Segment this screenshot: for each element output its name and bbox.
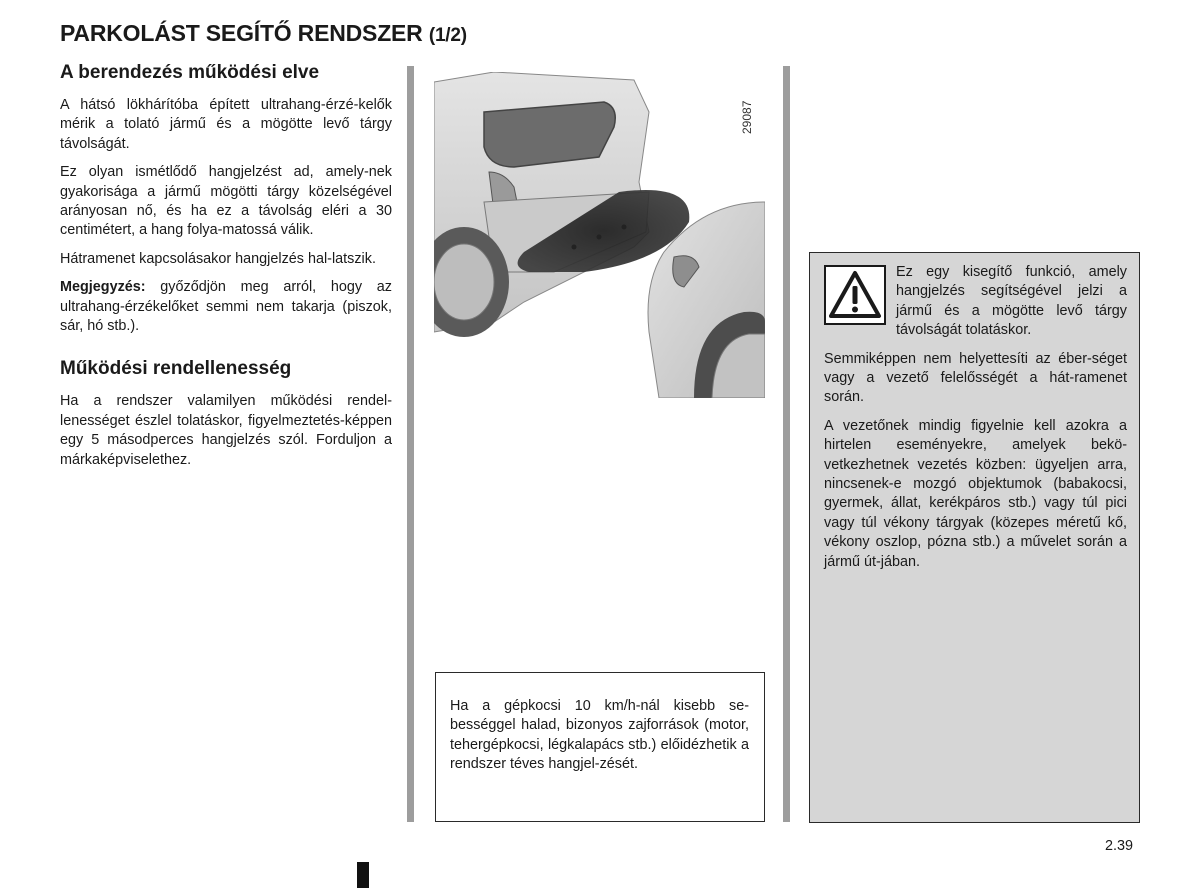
paragraph-reverse: Hátramenet kapcsolásakor hangjelzés hal-latszik. [60,250,376,267]
section-heading-operation: A berendezés működési elve [60,62,320,83]
warning-intro: Ez egy kisegítő funkció, amely hangjelzés segítségével jelzi a jármű és a mögötte levő tárgy távolságát tolatáskor. [896,264,1127,339]
warning-triangle-icon [824,265,886,325]
page-number: 2.39 [1105,838,1134,854]
parking-sensor-car-illustration [434,72,765,398]
page-title-suffix: (1/2) [428,25,467,46]
note-label: Megjegyzés: [60,279,146,296]
warning-paragraph-1: Semmiképpen nem helyettesíti az éber-séget vagy a vezető felelősségét a hát-ramenet során. [824,350,1127,406]
paragraph-note [60,278,392,336]
section-heading-malfunction: Működési rendellenesség [60,358,292,380]
edge-marker [357,862,369,888]
column-divider-right [783,66,790,822]
note-text: győződjön meg arról, hogy az ultrahang-érzékelőket semmi nem takarja (piszok, sár, hó stb.). [60,279,392,335]
page-title [60,20,467,47]
warning-header [824,263,1127,341]
left-column [60,62,392,479]
paragraph-sensors: A hátsó lökhárítóba épített ultrahang-érzé-kelők mérik a tolató jármű és a mögötte levő tárgy távolságát. [60,97,392,152]
page-title-main: PARKOLÁST SEGÍTŐ RENDSZER [60,20,423,46]
paragraph-beep: Ez olyan ismétlődő hangjelzést ad, amely-nek gyakorisága a jármű mögötti tárgy közelségével arányosan nő, és ha ez a távolság eléri a 30 centimétert, a hang folya-matossá válik. [60,164,392,239]
column-divider-left [407,66,414,822]
speed-note-box [435,672,765,822]
paragraph-malfunction: Ha a rendszer valamilyen működési rendel-lenességet észlel tolatáskor, figyelmeztetés-képpen egy 5 másodperces hangjelzés szól. Forduljon a márkaképviselethez. [60,393,392,468]
figure-number [740,78,754,134]
figure-number-text: 29087 [740,100,754,134]
speed-note-text: Ha a gépkocsi 10 km/h-nál kisebb se-bességgel halad, bizonyos zajforrások (motor, tehergépkocsi, légkalapács stb.) előidézhetik a rendszer téves hangjel-zését. [450,698,749,773]
warning-paragraph-2: A vezetőnek mindig figyelnie kell azokra a hirtelen eseményekre, amelyek bekö-vetkezhetnek vezetés közben: ügyeljen arra, nincsenek-e mozgó objektumok (babakocsi, gyermek, állat, kerékpáros stb.) vagy túl pici vagy túl vékony tárgyak (közepes méretű kő, vékony oszlop, pózna stb.) a művelet során a jármű út-jában. [824,417,1127,570]
warning-box [809,252,1140,823]
